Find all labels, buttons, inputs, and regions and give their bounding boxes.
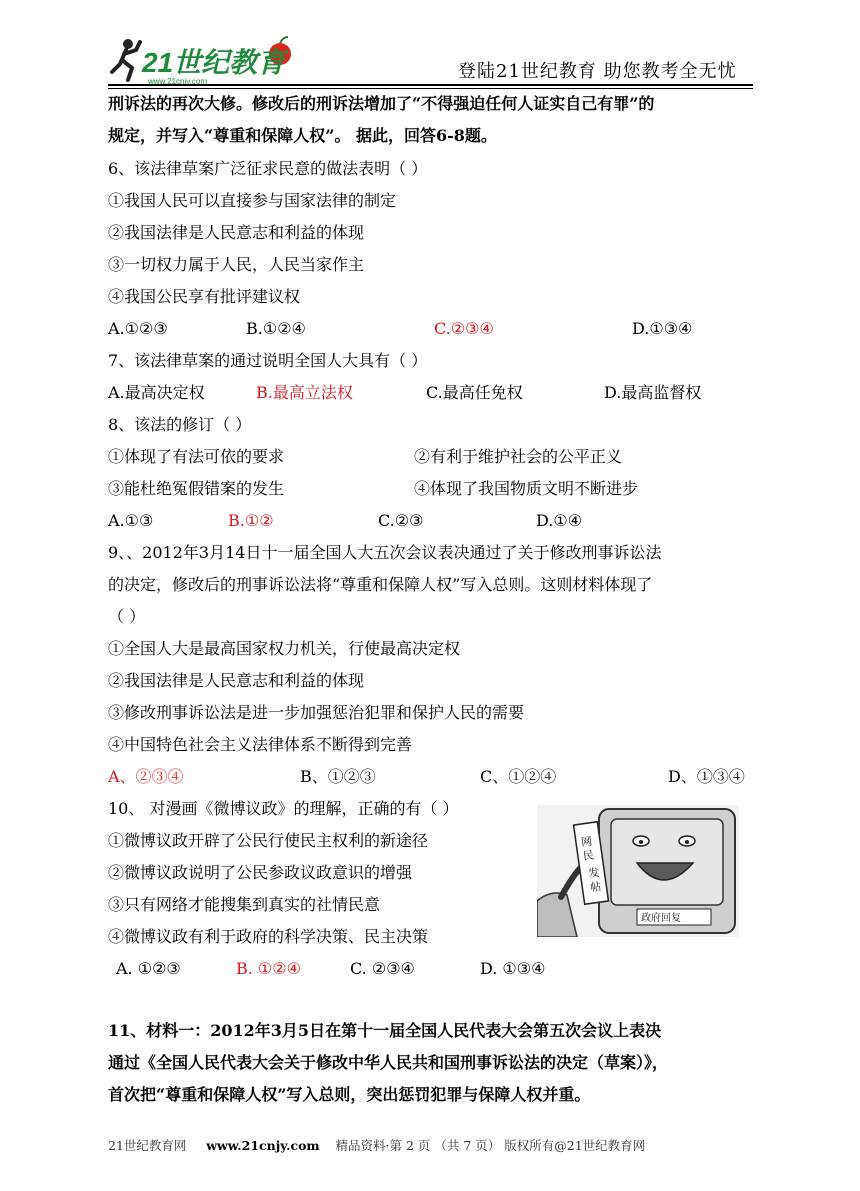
q6-option-d: D.①③④ bbox=[632, 319, 693, 338]
q9-option-a-answer: A、②③④ bbox=[108, 767, 184, 786]
header-slogan: 登陆21世纪教育 助您教考全无忧 bbox=[458, 61, 737, 82]
q6-item-2: ②我国法律是人民意志和利益的体现 bbox=[108, 223, 365, 242]
q6-item-1: ①我国人民可以直接参与国家法律的制定 bbox=[108, 191, 397, 210]
q8-option-a: A.①③ bbox=[108, 511, 154, 530]
q8-item-3: ③能杜绝冤假错案的发生 bbox=[108, 479, 285, 498]
weibo-cartoon bbox=[537, 805, 739, 937]
q6-item-4: ④我国公民享有批评建议权 bbox=[108, 287, 301, 306]
svg-text:21世纪教育: 21世纪教育 bbox=[142, 47, 286, 78]
q8-option-d: D.①④ bbox=[536, 511, 583, 530]
intro-line-1: 刑诉法的再次大修。修改后的刑诉法增加了“不得强迫任何人证实自己有罪”的 bbox=[108, 94, 655, 113]
q10-stem: 10、 对漫画《微博议政》的理解，正确的有（ ） bbox=[108, 799, 459, 818]
sign-text-3: 发 bbox=[587, 865, 601, 881]
q7-stem: 7、该法律草案的通过说明全国人大具有（ ） bbox=[108, 351, 428, 370]
page-footer bbox=[108, 1136, 645, 1154]
q6-item-3: ③一切权力属于人民，人民当家作主 bbox=[108, 255, 365, 274]
q11-line-3: 首次把“尊重和保障人权”写入总则，突出惩罚犯罪与保障人权并重。 bbox=[108, 1085, 591, 1104]
q10-option-d: D. ①③④ bbox=[480, 959, 546, 978]
header-divider-thin bbox=[108, 88, 753, 89]
q8-item-1: ①体现了有法可依的要求 bbox=[108, 447, 285, 466]
q9-option-c: C、①②④ bbox=[480, 767, 557, 786]
q7-option-b-answer: B.最高立法权 bbox=[256, 383, 353, 402]
q9-stem-line-3: （ ） bbox=[108, 607, 146, 626]
q9-item-4: ④中国特色社会主义法律体系不断得到完善 bbox=[108, 735, 413, 754]
q6-option-a: A.①②③ bbox=[108, 319, 168, 338]
q8-option-b-answer: B.①② bbox=[228, 511, 274, 530]
q9-item-1: ①全国人大是最高国家权力机关，行使最高决定权 bbox=[108, 639, 461, 658]
q10-item-4: ④微博议政有利于政府的科学决策、民主决策 bbox=[108, 927, 429, 946]
q10-item-1: ①微博议政开辟了公民行使民主权利的新途径 bbox=[108, 831, 429, 850]
q9-item-3: ③修改刑事诉讼法是进一步加强惩治犯罪和保护人民的需要 bbox=[108, 703, 525, 722]
sign-text-4: 帖 bbox=[589, 879, 603, 895]
intro-line-2: 规定，并写入“尊重和保障人权”。 据此，回答6-8题。 bbox=[108, 126, 497, 145]
footer-site: 21世纪教育网 bbox=[108, 1138, 187, 1153]
q7-option-a: A.最高决定权 bbox=[108, 383, 205, 402]
q10-option-b-answer: B. ①②④ bbox=[236, 959, 301, 978]
q9-option-d: D、①③④ bbox=[668, 767, 745, 786]
q11-line-2: 通过《全国人民代表大会关于修改中华人民共和国刑事诉讼法的决定（草案）》， bbox=[108, 1053, 669, 1072]
q10-option-c: C. ②③④ bbox=[350, 959, 415, 978]
header-divider bbox=[108, 84, 753, 86]
footer-url[interactable]: www.21cnjy.com bbox=[206, 1138, 320, 1153]
q8-option-c: C.②③ bbox=[378, 511, 424, 530]
q8-item-2: ②有利于维护社会的公平正义 bbox=[414, 447, 623, 466]
q10-option-a: A. ①②③ bbox=[116, 959, 181, 978]
q9-stem-line-2: 的决定，修改后的刑事诉讼法将“尊重和保障人权”写入总则。这则材料体现了 bbox=[108, 575, 653, 594]
q7-option-d: D.最高监督权 bbox=[604, 383, 702, 402]
q8-stem: 8、该法的修订（ ） bbox=[108, 415, 252, 434]
sign-text-1: 网 bbox=[580, 834, 593, 850]
q10-item-3: ③只有网络才能搜集到真实的社情民意 bbox=[108, 895, 381, 914]
q9-item-2: ②我国法律是人民意志和利益的体现 bbox=[108, 671, 365, 690]
q11-line-1: 11、材料一：2012年3月5日在第十一届全国人民代表大会第五次会议上表决 bbox=[108, 1021, 662, 1040]
footer-page-info: 精品资料·第 2 页 （共 7 页） 版权所有@21世纪教育网 bbox=[335, 1138, 646, 1153]
q6-option-b: B.①②④ bbox=[246, 319, 306, 338]
q10-item-2: ②微博议政说明了公民参政议政意识的增强 bbox=[108, 863, 413, 882]
q9-stem-line-1: 9、、2012年3月14日十一届全国人大五次会议表决通过了关于修改刑事诉讼法 bbox=[108, 543, 662, 562]
q6-option-c-answer: C.②③④ bbox=[434, 319, 494, 338]
svg-text:www.21cnjy.com: www.21cnjy.com bbox=[148, 77, 207, 86]
q9-option-b: B、①②③ bbox=[300, 767, 376, 786]
svg-text:政府回复: 政府回复 bbox=[641, 913, 681, 924]
reply-panel bbox=[637, 909, 711, 925]
q6-stem: 6、该法律草案广泛征求民意的做法表明（ ） bbox=[108, 159, 428, 178]
q7-option-c: C.最高任免权 bbox=[426, 383, 523, 402]
q8-item-4: ④体现了我国物质文明不断进步 bbox=[414, 479, 639, 498]
sign-text-2: 民 bbox=[582, 848, 595, 863]
site-logo bbox=[108, 34, 298, 86]
runner-icon bbox=[112, 39, 140, 80]
